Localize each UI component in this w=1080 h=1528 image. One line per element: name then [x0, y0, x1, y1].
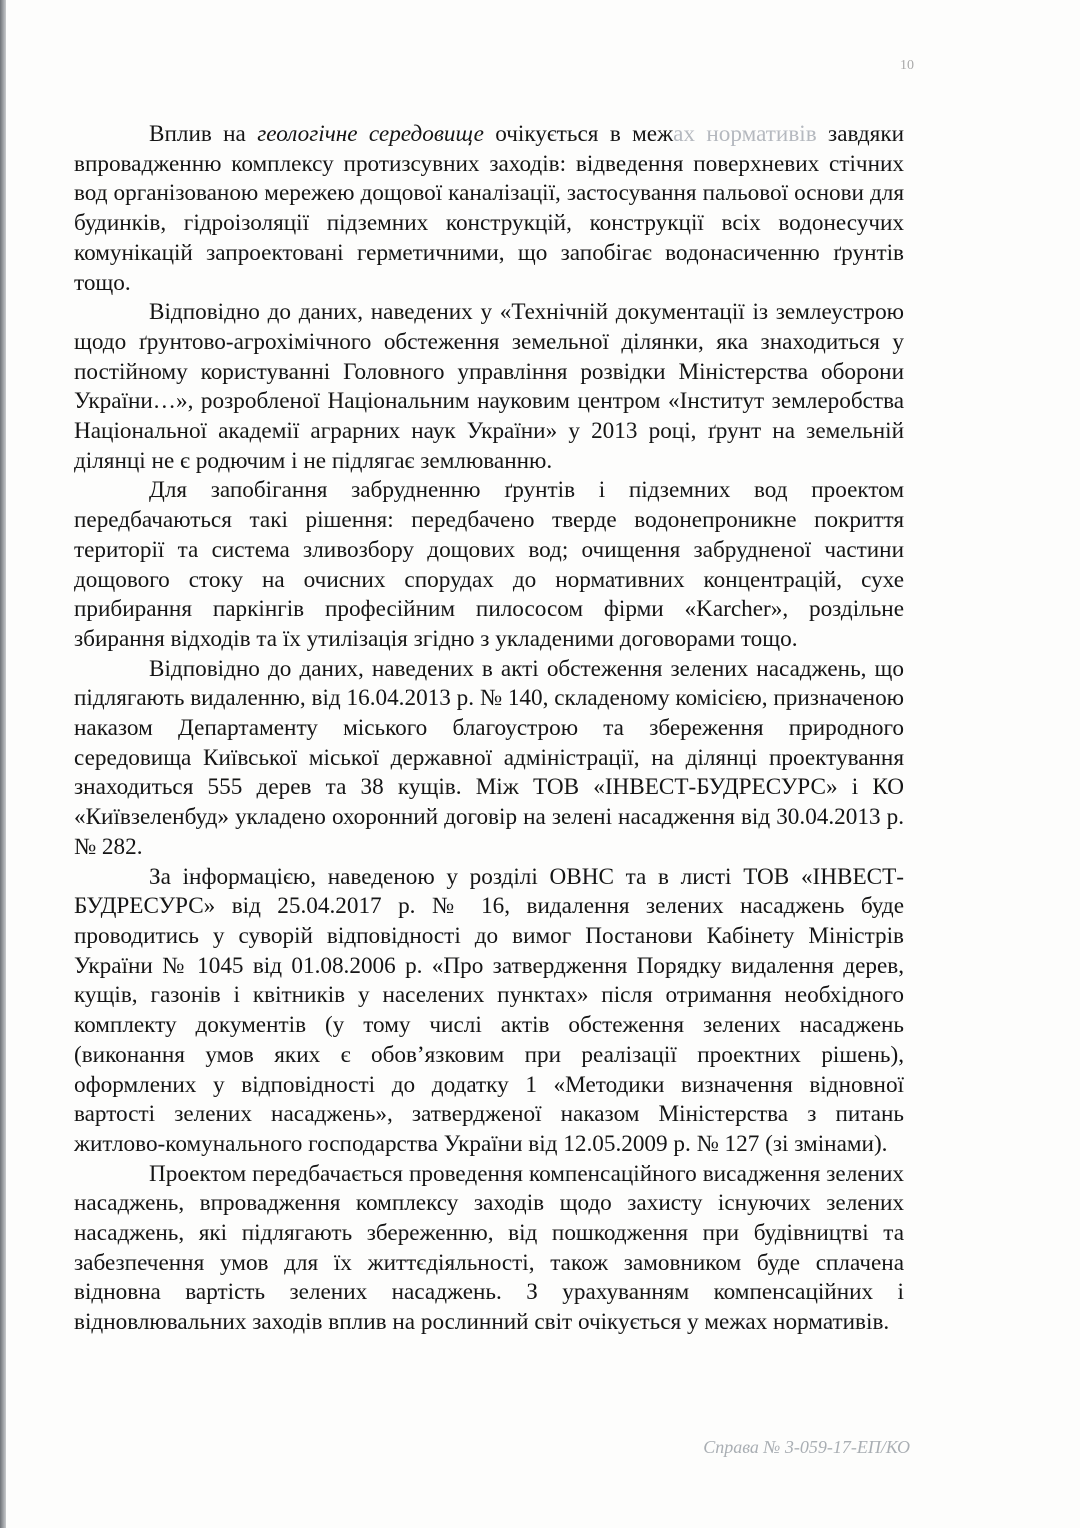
document-body: [74, 120, 904, 1338]
paragraph-pollution-prevention: Для запобігання забрудненню ґрунтів і підземних вод проектом передбачаються такі рішення: передбачено тверде водонепроникне покриття території та система зливозбору дощових вод; очищення забрудненої частини дощового стоку на очисних спорудах до нормативних концентрацій, сухе прибирання паркінгів професійним пилососом фірми «Karcher», роздільне збирання відходів та їх утилізація згідно з укладеними договорами тощо.: [74, 477, 904, 652]
paragraph-geology-faded-text: ах нормативів: [673, 121, 817, 147]
paragraph-green-survey-act: Відповідно до даних, наведених в акті обстеження зелених насаджень, що підлягають видаленню, від 16.04.2013 р. № 140, складеному комісією, призначеною наказом Департаменту міського благоустрою та збереження природного середовища Київської міської державної адміністрації, на ділянці проектування знаходиться 555 дерев та 38 кущів. Між ТОВ «ІНВЕСТ-БУДРЕСУРС» і КО «Київзеленбуд» укладено охоронний договір на зелені насадження від 30.04.2013 р. № 282.: [74, 655, 904, 860]
footer-case-number: Справа № 3-059-17-ЕП/КО: [703, 1437, 910, 1457]
page-edge-shadow: [0, 0, 6, 1528]
paragraph-geology-italic-term: геологічне середовище: [257, 121, 484, 147]
paragraph-geology-middle: очікується в меж: [483, 121, 674, 147]
page-number: 10: [900, 58, 914, 73]
paragraph-compensation-planting: Проектом передбачається проведення компенсаційного висадження зелених насаджень, впровадження комплексу заходів щодо захисту існуючих зелених насаджень, які підлягають збереженню, від пошкодження при будівництві та забезпечення умов для їх життєдіяльності, також замовником буде сплачена відновна вартість зелених насаджень. З урахуванням компенсаційних і відновлювальних заходів вплив на рослинний світ очікується у межах нормативів.: [74, 1160, 904, 1336]
paragraph-geology: [74, 120, 904, 298]
paragraph-geology-lead: Вплив на: [149, 121, 258, 147]
paragraph-soil-survey: Відповідно до даних, наведених у «Технічній документації із землеустрою щодо ґрунтово-агрохімічного обстеження земельної ділянки, яка знаходиться у постійному користуванні Головного управління розвідки Міністерства оборони України…», розробленої Національним науковим центром «Інститут землеробства Національної академії аграрних наук України» у 2013 році, ґрунт на земельній ділянці не є родючим і не підлягає землюванню.: [74, 299, 904, 474]
paragraph-geology-tail: завдяки впровадженню комплексу протизсувних заходів: відведення поверхневих стічних вод організованою мережею дощової каналізації, застосування пальової основи для будинків, гідроізоляції підземних конструкцій, конструкції всіх водонесучих комунікацій запроектовані герметичними, що запобігає водонасиченню ґрунтів тощо.: [74, 121, 904, 296]
paragraph-tree-removal: За інформацією, наведеною у розділі ОВНС та в листі ТОВ «ІНВЕСТ-БУДРЕСУРС» від 25.04.2017 р. № 16, видалення зелених насаджень буде проводитись у суворій відповідності до вимог Постанови Кабінету Міністрів України № 1045 від 01.08.2006 р. «Про затвердження Порядку видалення дерев, кущів, газонів і квітників у населених пунктах» після отримання необхідного комплекту документів (у тому числі актів обстеження зелених насаджень (виконання умов яких є обов’язковим при реалізації проектних рішень), оформлених у відповідності до додатку 1 «Методики визначення відновної вартості зелених насаджень», затвердженої наказом Міністерства з питань житлово-комунального господарства України від 12.05.2009 р. № 127 (зі змінами).: [74, 863, 904, 1157]
